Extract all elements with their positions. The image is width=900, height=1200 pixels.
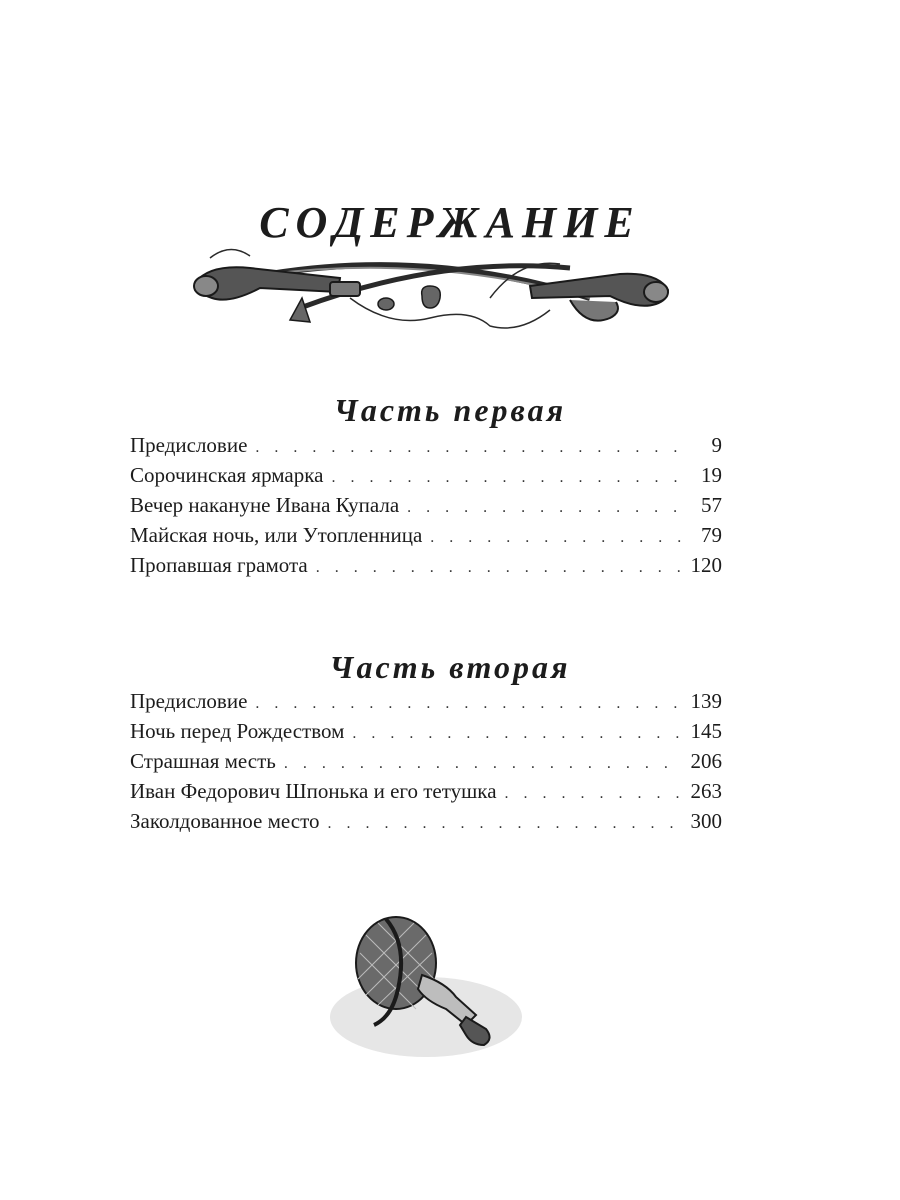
toc-entry[interactable] (130, 716, 722, 746)
toc-entry-page: 139 (690, 689, 722, 713)
toc-leader-dots (255, 433, 684, 463)
toc-entry-title: Сорочинская ярмарка (130, 463, 324, 487)
toc-entry[interactable] (130, 430, 722, 460)
toc-entry-page: 120 (690, 553, 722, 577)
toc-entry[interactable] (130, 460, 722, 490)
toc-entry-title: Вечер накануне Ивана Купала (130, 493, 400, 517)
page-title: СОДЕРЖАНИЕ (259, 198, 641, 248)
toc-leader-dots (327, 809, 682, 839)
weapons-ornament-illustration (190, 238, 674, 338)
toc-leader-dots (505, 779, 683, 809)
toc-entry-page: 79 (701, 523, 722, 547)
toc-leader-dots (352, 719, 682, 749)
toc-entry-page: 300 (690, 809, 722, 833)
toc-entry[interactable] (130, 776, 722, 806)
part-two-toc (130, 686, 722, 836)
toc-entry-title: Страшная месть (130, 749, 276, 773)
toc-entry-page: 19 (701, 463, 722, 487)
toc-entry-page: 9 (711, 433, 722, 457)
toc-entry-title: Ночь перед Рождеством (130, 719, 345, 743)
part-one-heading: Часть первая (333, 391, 567, 428)
part-one-toc (130, 430, 722, 580)
toc-entry[interactable] (130, 746, 722, 776)
part-two-heading: Часть вторая (329, 648, 571, 685)
toc-entry-title: Иван Федорович Шпонька и его тетушка (130, 779, 497, 803)
toc-leader-dots (284, 749, 683, 779)
toc-entry-title: Заколдованное место (130, 809, 320, 833)
toc-entry-page: 57 (701, 493, 722, 517)
toc-leader-dots (407, 493, 684, 523)
toc-entry-page: 145 (690, 719, 722, 743)
toc-entry-page: 206 (690, 749, 722, 773)
toc-entry[interactable] (130, 806, 722, 836)
toc-entry-title: Предисловие (130, 433, 248, 457)
toc-entry[interactable] (130, 686, 722, 716)
toc-leader-dots (430, 523, 684, 553)
toc-entry[interactable] (130, 490, 722, 520)
toc-entry-title: Пропавшая грамота (130, 553, 308, 577)
toc-entry[interactable] (130, 550, 722, 580)
toc-leader-dots (331, 463, 684, 493)
toc-entry-title: Майская ночь, или Утопленница (130, 523, 423, 547)
toc-leader-dots (255, 689, 682, 719)
toc-entry-page: 263 (690, 779, 722, 803)
toc-entry[interactable] (130, 520, 722, 550)
toc-leader-dots (316, 553, 683, 583)
wicker-flask-illustration (326, 905, 526, 1065)
toc-entry-title: Предисловие (130, 689, 248, 713)
